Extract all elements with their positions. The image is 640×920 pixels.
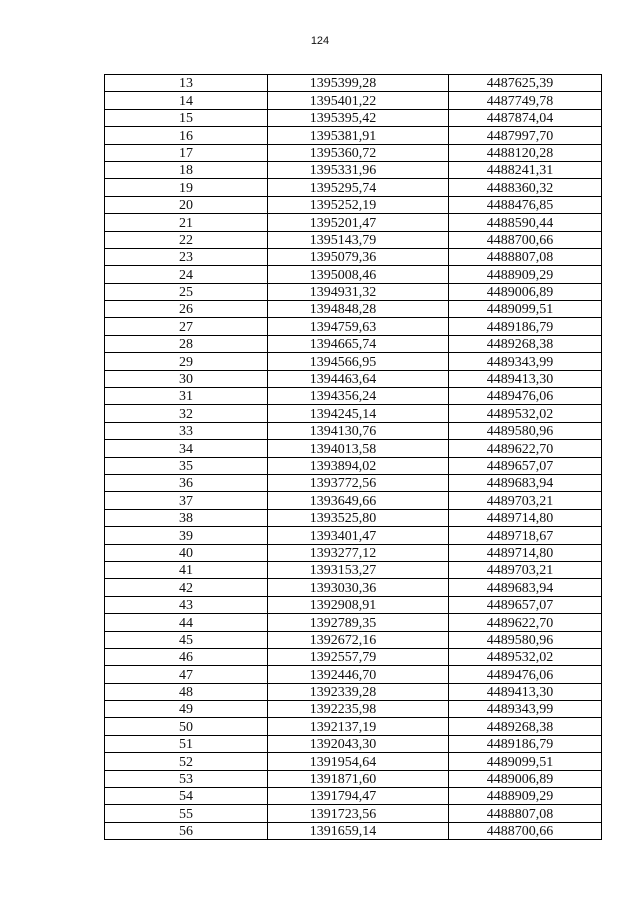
table-row [105, 544, 602, 561]
x-coordinate-cell: 1391794,47 [268, 788, 449, 805]
point-number-cell: 47 [105, 666, 268, 683]
point-number-cell: 53 [105, 770, 268, 787]
x-coordinate-cell: 1394130,76 [268, 422, 449, 439]
y-coordinate-cell: 4489343,99 [449, 353, 602, 370]
point-number-cell: 34 [105, 440, 268, 457]
y-coordinate-cell: 4489622,70 [449, 614, 602, 631]
point-number-cell: 46 [105, 648, 268, 665]
y-coordinate-cell: 4489580,96 [449, 422, 602, 439]
point-number-cell: 13 [105, 75, 268, 92]
point-number-cell: 35 [105, 457, 268, 474]
point-number-cell: 52 [105, 753, 268, 770]
point-number-cell: 38 [105, 509, 268, 526]
point-number-cell: 23 [105, 248, 268, 265]
x-coordinate-cell: 1395008,46 [268, 266, 449, 283]
point-number-cell: 51 [105, 735, 268, 752]
table-row [105, 353, 602, 370]
table-row [105, 370, 602, 387]
table-row [105, 683, 602, 700]
table-row [105, 231, 602, 248]
x-coordinate-cell: 1395143,79 [268, 231, 449, 248]
table-row [105, 614, 602, 631]
table-row [105, 144, 602, 161]
point-number-cell: 36 [105, 474, 268, 491]
table-row [105, 805, 602, 822]
table-row [105, 492, 602, 509]
x-coordinate-cell: 1394931,32 [268, 283, 449, 300]
table-row [105, 648, 602, 665]
x-coordinate-cell: 1395381,91 [268, 127, 449, 144]
y-coordinate-cell: 4489268,38 [449, 335, 602, 352]
x-coordinate-cell: 1395201,47 [268, 214, 449, 231]
point-number-cell: 17 [105, 144, 268, 161]
y-coordinate-cell: 4489099,51 [449, 753, 602, 770]
point-number-cell: 44 [105, 614, 268, 631]
x-coordinate-cell: 1394759,63 [268, 318, 449, 335]
table-row [105, 579, 602, 596]
table-row [105, 109, 602, 126]
x-coordinate-cell: 1392446,70 [268, 666, 449, 683]
y-coordinate-cell: 4489006,89 [449, 770, 602, 787]
x-coordinate-cell: 1392339,28 [268, 683, 449, 700]
table-row [105, 335, 602, 352]
y-coordinate-cell: 4489718,67 [449, 527, 602, 544]
y-coordinate-cell: 4489622,70 [449, 440, 602, 457]
table-row [105, 405, 602, 422]
table-row [105, 822, 602, 839]
y-coordinate-cell: 4489714,80 [449, 544, 602, 561]
table-row [105, 666, 602, 683]
coordinates-table-body [105, 75, 602, 840]
point-number-cell: 54 [105, 788, 268, 805]
table-row [105, 283, 602, 300]
point-number-cell: 25 [105, 283, 268, 300]
y-coordinate-cell: 4489186,79 [449, 318, 602, 335]
point-number-cell: 55 [105, 805, 268, 822]
point-number-cell: 19 [105, 179, 268, 196]
x-coordinate-cell: 1393894,02 [268, 457, 449, 474]
y-coordinate-cell: 4487625,39 [449, 75, 602, 92]
page-number: 124 [310, 35, 330, 47]
table-row [105, 596, 602, 613]
x-coordinate-cell: 1392908,91 [268, 596, 449, 613]
x-coordinate-cell: 1392789,35 [268, 614, 449, 631]
table-row [105, 788, 602, 805]
table-row [105, 92, 602, 109]
y-coordinate-cell: 4489476,06 [449, 666, 602, 683]
table-row [105, 301, 602, 318]
y-coordinate-cell: 4489268,38 [449, 718, 602, 735]
point-number-cell: 20 [105, 196, 268, 213]
point-number-cell: 50 [105, 718, 268, 735]
table-row [105, 474, 602, 491]
point-number-cell: 37 [105, 492, 268, 509]
x-coordinate-cell: 1395360,72 [268, 144, 449, 161]
coordinates-table [104, 74, 602, 840]
table-row [105, 214, 602, 231]
table-row [105, 561, 602, 578]
point-number-cell: 21 [105, 214, 268, 231]
y-coordinate-cell: 4488590,44 [449, 214, 602, 231]
y-coordinate-cell: 4489532,02 [449, 648, 602, 665]
point-number-cell: 18 [105, 161, 268, 178]
x-coordinate-cell: 1393401,47 [268, 527, 449, 544]
table-row [105, 753, 602, 770]
x-coordinate-cell: 1392235,98 [268, 701, 449, 718]
point-number-cell: 32 [105, 405, 268, 422]
y-coordinate-cell: 4489703,21 [449, 561, 602, 578]
table-row [105, 701, 602, 718]
point-number-cell: 41 [105, 561, 268, 578]
table-row [105, 161, 602, 178]
point-number-cell: 39 [105, 527, 268, 544]
y-coordinate-cell: 4488700,66 [449, 231, 602, 248]
x-coordinate-cell: 1395079,36 [268, 248, 449, 265]
table-row [105, 770, 602, 787]
table-row [105, 266, 602, 283]
x-coordinate-cell: 1395395,42 [268, 109, 449, 126]
x-coordinate-cell: 1392043,30 [268, 735, 449, 752]
y-coordinate-cell: 4489099,51 [449, 301, 602, 318]
table-row [105, 248, 602, 265]
x-coordinate-cell: 1395295,74 [268, 179, 449, 196]
point-number-cell: 40 [105, 544, 268, 561]
y-coordinate-cell: 4489186,79 [449, 735, 602, 752]
table-row [105, 718, 602, 735]
x-coordinate-cell: 1394356,24 [268, 388, 449, 405]
y-coordinate-cell: 4489657,07 [449, 457, 602, 474]
x-coordinate-cell: 1391723,56 [268, 805, 449, 822]
y-coordinate-cell: 4489413,30 [449, 683, 602, 700]
y-coordinate-cell: 4488909,29 [449, 266, 602, 283]
x-coordinate-cell: 1394665,74 [268, 335, 449, 352]
table-row [105, 457, 602, 474]
y-coordinate-cell: 4488360,32 [449, 179, 602, 196]
point-number-cell: 33 [105, 422, 268, 439]
x-coordinate-cell: 1394463,64 [268, 370, 449, 387]
point-number-cell: 49 [105, 701, 268, 718]
x-coordinate-cell: 1393525,80 [268, 509, 449, 526]
table-row [105, 127, 602, 144]
x-coordinate-cell: 1394245,14 [268, 405, 449, 422]
y-coordinate-cell: 4489714,80 [449, 509, 602, 526]
x-coordinate-cell: 1392137,19 [268, 718, 449, 735]
y-coordinate-cell: 4489413,30 [449, 370, 602, 387]
y-coordinate-cell: 4489476,06 [449, 388, 602, 405]
point-number-cell: 29 [105, 353, 268, 370]
y-coordinate-cell: 4488909,29 [449, 788, 602, 805]
x-coordinate-cell: 1395401,22 [268, 92, 449, 109]
y-coordinate-cell: 4487874,04 [449, 109, 602, 126]
point-number-cell: 22 [105, 231, 268, 248]
table-row [105, 631, 602, 648]
y-coordinate-cell: 4488807,08 [449, 248, 602, 265]
y-coordinate-cell: 4489580,96 [449, 631, 602, 648]
point-number-cell: 43 [105, 596, 268, 613]
point-number-cell: 48 [105, 683, 268, 700]
y-coordinate-cell: 4488120,28 [449, 144, 602, 161]
y-coordinate-cell: 4487749,78 [449, 92, 602, 109]
x-coordinate-cell: 1393277,12 [268, 544, 449, 561]
table-row [105, 735, 602, 752]
point-number-cell: 26 [105, 301, 268, 318]
x-coordinate-cell: 1393772,56 [268, 474, 449, 491]
y-coordinate-cell: 4489703,21 [449, 492, 602, 509]
point-number-cell: 42 [105, 579, 268, 596]
x-coordinate-cell: 1393153,27 [268, 561, 449, 578]
x-coordinate-cell: 1394848,28 [268, 301, 449, 318]
y-coordinate-cell: 4488700,66 [449, 822, 602, 839]
y-coordinate-cell: 4489657,07 [449, 596, 602, 613]
x-coordinate-cell: 1392557,79 [268, 648, 449, 665]
x-coordinate-cell: 1394566,95 [268, 353, 449, 370]
y-coordinate-cell: 4488476,85 [449, 196, 602, 213]
x-coordinate-cell: 1391659,14 [268, 822, 449, 839]
point-number-cell: 15 [105, 109, 268, 126]
x-coordinate-cell: 1395399,28 [268, 75, 449, 92]
y-coordinate-cell: 4489683,94 [449, 579, 602, 596]
table-row [105, 75, 602, 92]
x-coordinate-cell: 1391954,64 [268, 753, 449, 770]
table-row [105, 196, 602, 213]
table-row [105, 388, 602, 405]
table-row [105, 318, 602, 335]
point-number-cell: 31 [105, 388, 268, 405]
y-coordinate-cell: 4488807,08 [449, 805, 602, 822]
table-row [105, 179, 602, 196]
table-row [105, 509, 602, 526]
y-coordinate-cell: 4489683,94 [449, 474, 602, 491]
y-coordinate-cell: 4489006,89 [449, 283, 602, 300]
point-number-cell: 16 [105, 127, 268, 144]
point-number-cell: 28 [105, 335, 268, 352]
x-coordinate-cell: 1391871,60 [268, 770, 449, 787]
point-number-cell: 45 [105, 631, 268, 648]
y-coordinate-cell: 4489532,02 [449, 405, 602, 422]
y-coordinate-cell: 4489343,99 [449, 701, 602, 718]
x-coordinate-cell: 1394013,58 [268, 440, 449, 457]
x-coordinate-cell: 1392672,16 [268, 631, 449, 648]
point-number-cell: 30 [105, 370, 268, 387]
table-row [105, 422, 602, 439]
x-coordinate-cell: 1393649,66 [268, 492, 449, 509]
y-coordinate-cell: 4487997,70 [449, 127, 602, 144]
point-number-cell: 14 [105, 92, 268, 109]
point-number-cell: 27 [105, 318, 268, 335]
y-coordinate-cell: 4488241,31 [449, 161, 602, 178]
point-number-cell: 56 [105, 822, 268, 839]
table-row [105, 440, 602, 457]
point-number-cell: 24 [105, 266, 268, 283]
table-row [105, 527, 602, 544]
x-coordinate-cell: 1393030,36 [268, 579, 449, 596]
x-coordinate-cell: 1395252,19 [268, 196, 449, 213]
x-coordinate-cell: 1395331,96 [268, 161, 449, 178]
